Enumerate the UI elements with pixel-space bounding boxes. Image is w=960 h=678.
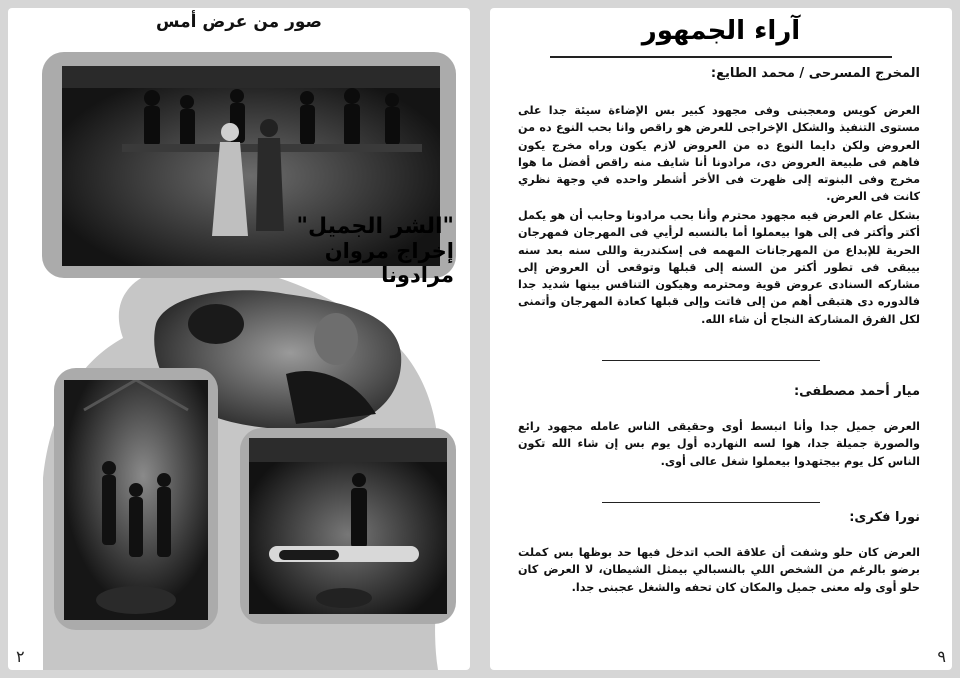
left-page bbox=[8, 8, 470, 670]
title-underline bbox=[550, 56, 892, 58]
opinion-author-1: المخرج المسرحى / محمد الطايع: bbox=[710, 66, 920, 81]
opinion-author-3: نورا فكرى: bbox=[849, 510, 920, 525]
opinion-author-2: ميار أحمد مصطفى: bbox=[793, 384, 920, 399]
opinion-text-1a: العرض كويس ومعجبنى وفى مجهود كبير بس الإضاءة سيئة جدا على مستوى التنفيذ والشكل الإخراجى للعرض هو راقص وانا بحب النوع ده من العروض ولكن دايما النوع ده من العروض لازم يكون وراه مخرج يكون فاهم فى طبيعة العروض دى، مرادونا أنا شايف منه راقص أفضل ما هوا مخرج وفى البنوته إلى ظهرت فى الأخر أشطر واحده في وجهة نظري كانت فى العرض. bbox=[518, 104, 920, 204]
section-divider-1 bbox=[602, 360, 820, 361]
opinion-text-2: العرض جميل جدا وأنا انبسط أوى وحقيقى الناس عامله مجهود رائع والصورة جميلة جدا، هوا لسه النهارده أول يوم بس إن شاء الله تكون الناس كل يوم بيجتهدوا بيعملوا شغل عالى أوى. bbox=[518, 420, 920, 468]
page-title-audience: آراء الجمهور bbox=[641, 16, 801, 46]
page-number-left: ٢ bbox=[16, 647, 25, 666]
page-number-right: ٩ bbox=[937, 647, 946, 666]
section-divider-2 bbox=[602, 502, 820, 503]
opinion-text-3: العرض كان حلو وشفت أن علاقة الحب اتدخل فيها حد بوظها بس كملت برضو بالرغم من الشخص اللي بالنسبالي بيمثل الشيطان، لا العرض كان حلو أوى وله معنى جميل والمكان كان تحفه والشغل عجبنى جدا. bbox=[518, 546, 920, 594]
caption-director: إخراج مروان مرادونا bbox=[324, 239, 454, 288]
stage-photo-bottom-left bbox=[64, 380, 208, 620]
page-title: صور من عرض أمس bbox=[156, 12, 322, 32]
opinion-text-1b: بشكل عام العرض فيه مجهود محترم وأنا بحب مرادونا وحابب أن هو يكمل أكتر وأكتر فى إلى هوا بيعملوا أما بالنسبه لرأيي فى المهرجان فمهرجان الحرية للإبداع من المهرجانات المهمه فى إسكندرية واللى سنه بعد سنه بيبقى فى تطور أكتر من السنه إلى قبلها وتوقعى أن العروض إلى مشاركه السنادى عروض قوية ومحترمه وهيكون التنافس بينها شديد جدا فالدوره دى هتبقى أهم من إلى فاتت وإلى قبلها كعادة المهرجان وأتمنى لكل الفرق المشاركة النجاح أن شاء الله. bbox=[518, 209, 920, 326]
right-page bbox=[490, 8, 952, 670]
photo-caption bbox=[254, 214, 454, 288]
caption-show-title: "الشر الجميل" bbox=[296, 214, 454, 239]
stage-photo-bottom-right bbox=[249, 438, 447, 614]
